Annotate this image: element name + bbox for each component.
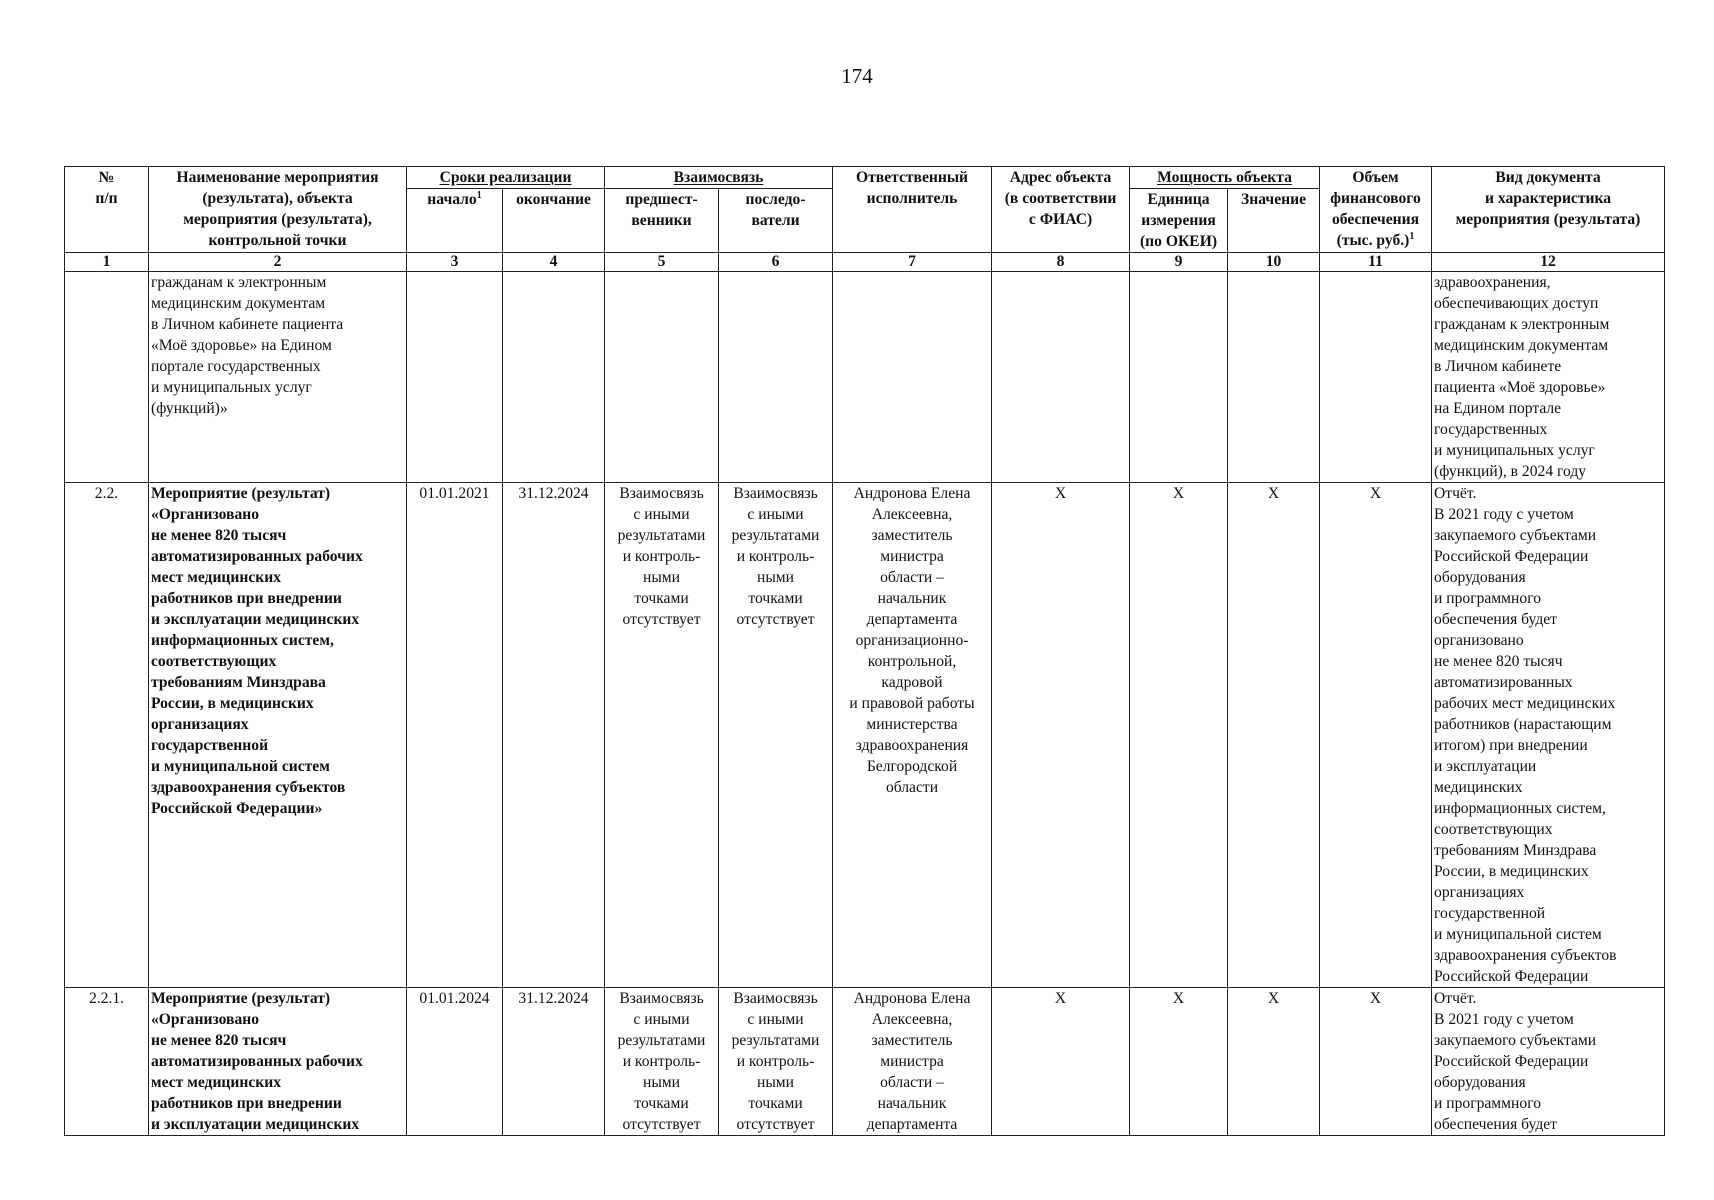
cell-predecessors: Взаимосвязь с иными результатами и контроль- ными точками отсутствует	[605, 988, 719, 1136]
cell-value	[1228, 272, 1320, 483]
cell-doc: здравоохранения, обеспечивающих доступ гражданам к электронным медицинским документам в Личном кабинете пациента «Моё здоровье» на Едином портале государственных и муниципальных услуг (функций), в 2024 году	[1432, 272, 1665, 483]
col-header-capacity	[1130, 167, 1320, 189]
col-header-unit: Единица измерения (по ОКЕИ)	[1130, 189, 1228, 253]
cell-responsible	[833, 272, 992, 483]
table-row	[65, 483, 1665, 988]
col-header-funding	[1320, 167, 1432, 253]
col-header-terms-label: Сроки реализации	[439, 169, 572, 186]
header-row-1	[65, 167, 1665, 189]
cell-value: Х	[1228, 483, 1320, 988]
column-number: 9	[1130, 253, 1228, 272]
col-header-funding-label: Объем финансового обеспечения (тыс. руб.)	[1330, 169, 1421, 249]
col-header-end: окончание	[503, 189, 605, 253]
cell-funding: Х	[1320, 483, 1432, 988]
column-number: 1	[65, 253, 149, 272]
cell-name: Мероприятие (результат) «Организовано не менее 820 тысяч автоматизированных рабочих мест медицинских работников при внедрении и эксплуатации медицинских информационных систем, соответствующих требованиям Минздрава России, в медицинских организациях государственной и муниципальной систем здравоохранения субъектов Российской Федерации»	[149, 483, 407, 988]
cell-start	[407, 272, 503, 483]
col-header-start-label: начало	[427, 191, 477, 208]
cell-unit: Х	[1130, 988, 1228, 1136]
col-header-relation	[605, 167, 833, 189]
cell-start: 01.01.2024	[407, 988, 503, 1136]
col-header-address: Адрес объекта (в соответствии с ФИАС)	[992, 167, 1130, 253]
cell-no: 2.2.	[65, 483, 149, 988]
col-header-start-footnote: 1	[476, 189, 482, 201]
plan-table	[64, 166, 1665, 1136]
cell-unit: Х	[1130, 483, 1228, 988]
cell-address	[992, 272, 1130, 483]
cell-funding	[1320, 272, 1432, 483]
cell-name: Мероприятие (результат) «Организовано не менее 820 тысяч автоматизированных рабочих мест медицинских работников при внедрении и эксплуатации медицинских	[149, 988, 407, 1136]
col-header-successors: последо- ватели	[719, 189, 833, 253]
cell-end: 31.12.2024	[503, 988, 605, 1136]
cell-address: Х	[992, 483, 1130, 988]
cell-no: 2.2.1.	[65, 988, 149, 1136]
col-header-funding-footnote: 1	[1409, 230, 1415, 242]
column-number: 3	[407, 253, 503, 272]
cell-start: 01.01.2021	[407, 483, 503, 988]
cell-doc: Отчёт. В 2021 году с учетом закупаемого субъектами Российской Федерации оборудования и программного обеспечения будет организовано не менее 820 тысяч автоматизированных рабочих мест медицинских работников (нарастающим итогом) при внедрении и эксплуатации медицинских информационных систем, соответствующих требованиям Минздрава России, в медицинских организациях государственной и муниципальной систем здравоохранения субъектов Российской Федерации	[1432, 483, 1665, 988]
cell-no	[65, 272, 149, 483]
cell-funding: Х	[1320, 988, 1432, 1136]
cell-end	[503, 272, 605, 483]
col-header-value: Значение	[1228, 189, 1320, 253]
col-header-relation-label: Взаимосвязь	[673, 169, 764, 186]
col-header-doc: Вид документа и характеристика мероприятия (результата)	[1432, 167, 1665, 253]
cell-predecessors	[605, 272, 719, 483]
column-number: 5	[605, 253, 719, 272]
cell-successors: Взаимосвязь с иными результатами и контроль- ными точками отсутствует	[719, 988, 833, 1136]
cell-unit	[1130, 272, 1228, 483]
column-number: 12	[1432, 253, 1665, 272]
col-header-responsible: Ответственный исполнитель	[833, 167, 992, 253]
col-header-start	[407, 189, 503, 253]
cell-responsible: Андронова Елена Алексеевна, заместитель министра области – начальник департамента	[833, 988, 992, 1136]
column-number: 6	[719, 253, 833, 272]
column-number: 10	[1228, 253, 1320, 272]
col-header-name: Наименование мероприятия (результата), объекта мероприятия (результата), контрольной точки	[149, 167, 407, 253]
cell-doc: Отчёт. В 2021 году с учетом закупаемого субъектами Российской Федерации оборудования и программного обеспечения будет	[1432, 988, 1665, 1136]
col-header-no: № п/п	[65, 167, 149, 253]
cell-name: гражданам к электронным медицинским документам в Личном кабинете пациента «Моё здоровье» на Едином портале государственных и муниципальных услуг (функций)»	[149, 272, 407, 483]
col-header-terms	[407, 167, 605, 189]
cell-successors: Взаимосвязь с иными результатами и контроль- ными точками отсутствует	[719, 483, 833, 988]
col-header-predecessors: предшест- венники	[605, 189, 719, 253]
column-number: 11	[1320, 253, 1432, 272]
column-number: 7	[833, 253, 992, 272]
column-number-row	[65, 253, 1665, 272]
cell-value: Х	[1228, 988, 1320, 1136]
column-number: 8	[992, 253, 1130, 272]
column-number: 4	[503, 253, 605, 272]
cell-successors	[719, 272, 833, 483]
page-number: 174	[841, 64, 873, 88]
table-row	[65, 988, 1665, 1136]
cell-predecessors: Взаимосвязь с иными результатами и контроль- ными точками отсутствует	[605, 483, 719, 988]
cell-address: Х	[992, 988, 1130, 1136]
cell-end: 31.12.2024	[503, 483, 605, 988]
table-row	[65, 272, 1665, 483]
col-header-capacity-label: Мощность объекта	[1157, 169, 1292, 186]
cell-responsible: Андронова Елена Алексеевна, заместитель министра области – начальник департамента организационно- контрольной, кадровой и правовой работы министерства здравоохранения Белгородской области	[833, 483, 992, 988]
column-number: 2	[149, 253, 407, 272]
